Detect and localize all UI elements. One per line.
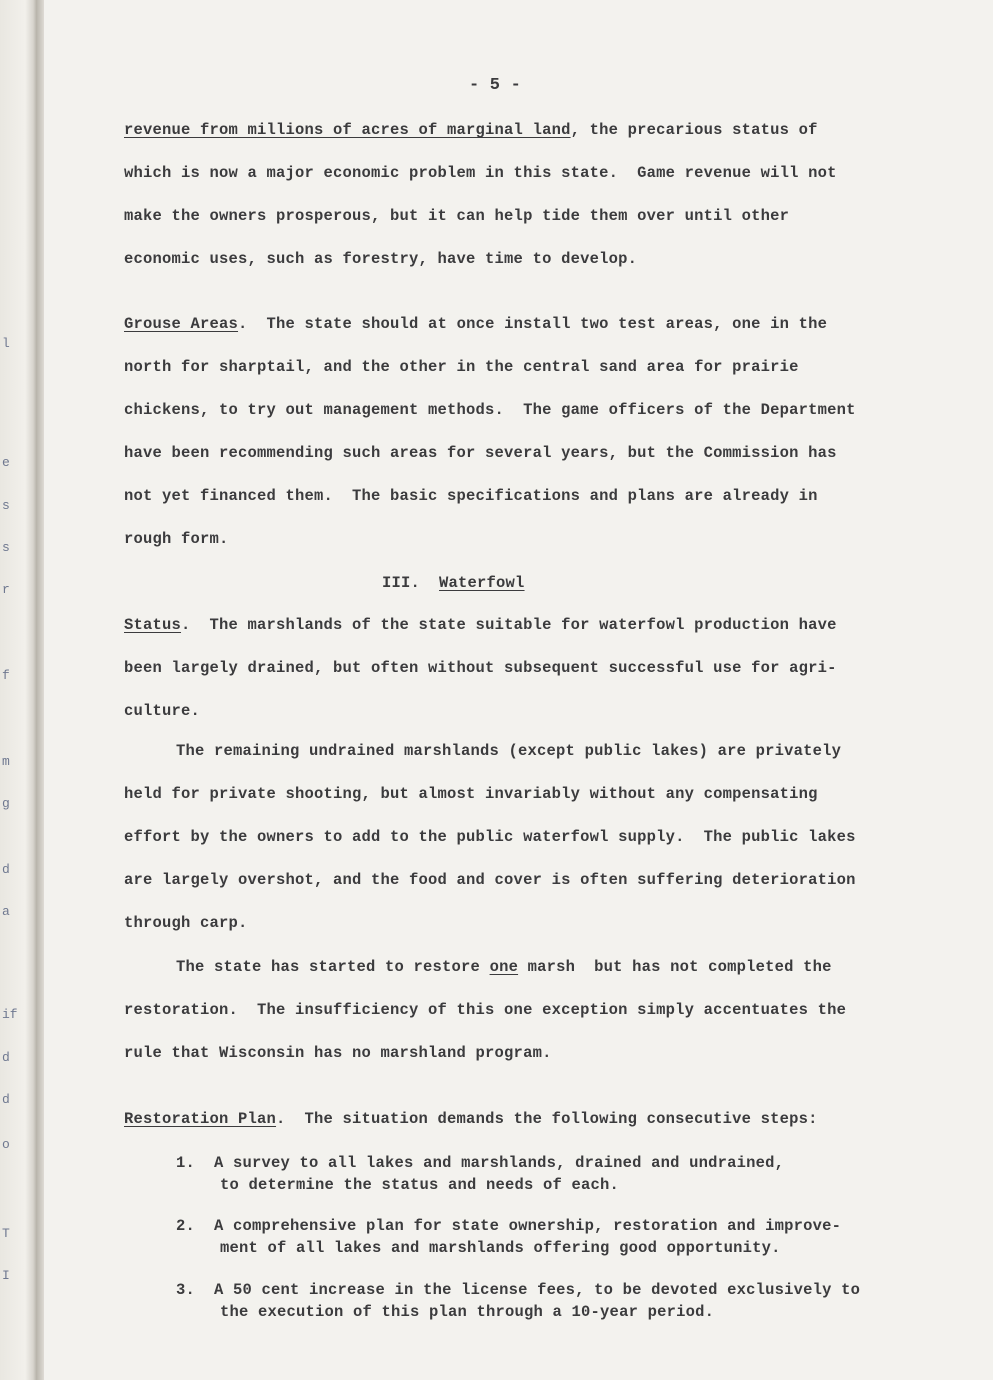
list-item: 2. A comprehensive plan for state ownership, restoration and improve- — [176, 1217, 842, 1235]
status-heading: Status — [124, 616, 182, 634]
margin-char: I — [2, 1268, 10, 1283]
text-line: Restoration Plan. The situation demands the following consecutive steps: — [124, 1110, 818, 1128]
page-number: - 5 - — [469, 76, 522, 95]
text-line: The remaining undrained marshlands (except public lakes) are privately — [176, 742, 842, 760]
list-item: 3. A 50 cent increase in the license fees, to be devoted exclusively to — [176, 1281, 861, 1299]
margin-char: o — [2, 1137, 10, 1152]
text-line: revenue from millions of acres of marginal land, the precarious status of — [124, 121, 818, 139]
section-title: Waterfowl — [439, 574, 525, 592]
margin-char: T — [2, 1226, 10, 1241]
text-line: rough form. — [124, 530, 229, 548]
list-item-continuation: to determine the status and needs of each. — [220, 1176, 620, 1194]
list-number: 1. — [176, 1154, 196, 1172]
margin-char: s — [2, 498, 10, 513]
margin-char: if — [2, 1007, 18, 1022]
text-line: north for sharptail, and the other in the central sand area for prairie — [124, 358, 799, 376]
margin-char: e — [2, 455, 10, 470]
text-line: not yet financed them. The basic specifications and plans are already in — [124, 487, 818, 505]
facing-page-edge — [0, 0, 36, 1380]
margin-char: m — [2, 754, 10, 769]
list-number: 3. — [176, 1281, 196, 1299]
text-line: are largely overshot, and the food and cover is often suffering deterioration — [124, 871, 856, 889]
underlined-phrase: revenue from millions of acres of marginal land — [124, 121, 571, 139]
text-line: make the owners prosperous, but it can help tide them over until other — [124, 207, 790, 225]
text-line: culture. — [124, 702, 201, 720]
text-line: which is now a major economic problem in this state. Game revenue will not — [124, 164, 837, 182]
list-number: 2. — [176, 1217, 196, 1235]
margin-char: l — [2, 336, 10, 351]
underlined-word: one — [489, 958, 519, 976]
list-item-continuation: the execution of this plan through a 10-year period. — [220, 1303, 715, 1321]
text-line: chickens, to try out management methods. The game officers of the Department — [124, 401, 856, 419]
margin-char: a — [2, 904, 10, 919]
grouse-areas-heading: Grouse Areas — [124, 315, 239, 333]
margin-char: s — [2, 540, 10, 555]
margin-char: f — [2, 668, 10, 683]
text-line: through carp. — [124, 914, 248, 932]
margin-char: d — [2, 1050, 10, 1065]
page-fold — [36, 0, 44, 1380]
text-line: economic uses, such as forestry, have time to develop. — [124, 250, 638, 268]
typewritten-page — [44, 0, 993, 1380]
text-line: restoration. The insufficiency of this one exception simply accentuates the — [124, 1001, 847, 1019]
margin-char: g — [2, 796, 10, 811]
text-line: held for private shooting, but almost invariably without any compensating — [124, 785, 818, 803]
text-line: been largely drained, but often without subsequent successful use for agri- — [124, 659, 837, 677]
section-heading: III. Waterfowl — [382, 574, 525, 592]
margin-char: d — [2, 1092, 10, 1107]
list-item: 1. A survey to all lakes and marshlands, drained and undrained, — [176, 1154, 785, 1172]
text-line: Grouse Areas. The state should at once install two test areas, one in the — [124, 315, 828, 333]
list-item-continuation: ment of all lakes and marshlands offering good opportunity. — [220, 1239, 781, 1257]
restoration-plan-heading: Restoration Plan — [124, 1110, 277, 1128]
text-line: rule that Wisconsin has no marshland program. — [124, 1044, 552, 1062]
text-line: Status. The marshlands of the state suitable for waterfowl production have — [124, 616, 837, 634]
text-line: have been recommending such areas for several years, but the Commission has — [124, 444, 837, 462]
text-line: effort by the owners to add to the public waterfowl supply. The public lakes — [124, 828, 856, 846]
margin-char: r — [2, 582, 10, 597]
margin-char: d — [2, 862, 10, 877]
text-line: The state has started to restore one marsh but has not completed the — [176, 958, 832, 976]
